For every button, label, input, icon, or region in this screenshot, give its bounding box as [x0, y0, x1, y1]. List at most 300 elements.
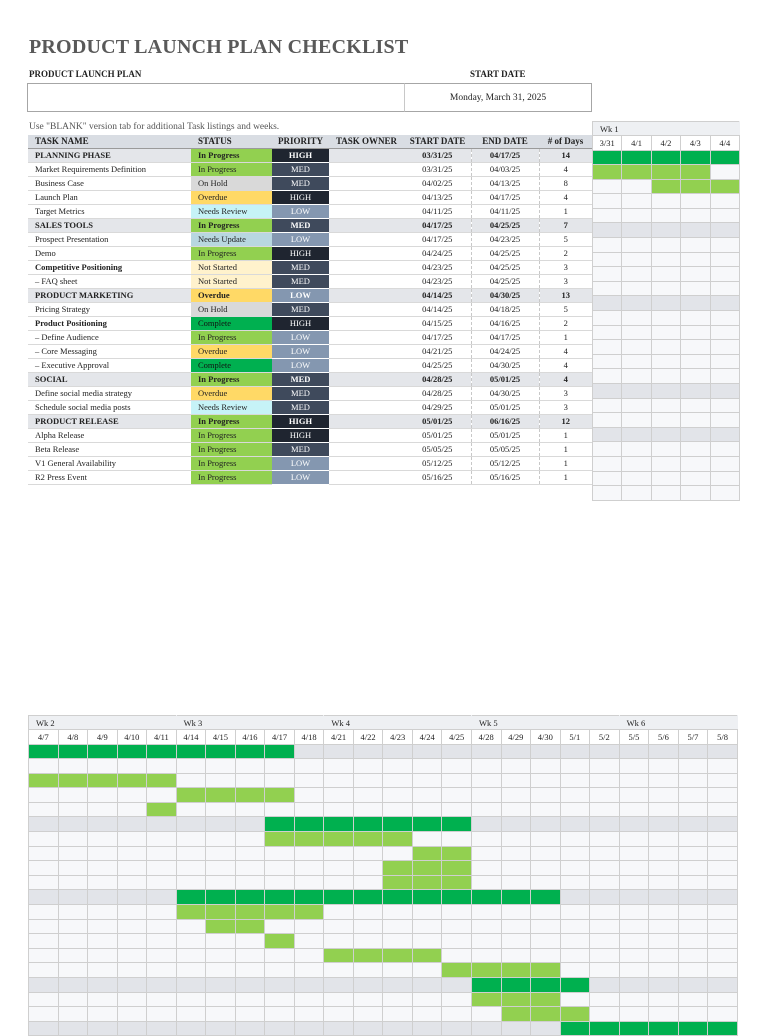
gantt-cell[interactable] [29, 1021, 59, 1036]
gantt-cell[interactable] [58, 861, 88, 876]
gantt-cell[interactable] [294, 992, 324, 1007]
gantt-cell[interactable] [88, 846, 118, 861]
gantt-cell[interactable] [501, 802, 531, 817]
table-row[interactable] [28, 457, 592, 471]
gantt-cell[interactable] [383, 963, 413, 978]
end-date-cell[interactable]: 04/30/25 [471, 387, 539, 401]
end-date-cell[interactable]: 06/16/25 [471, 415, 539, 429]
gantt-bar[interactable] [29, 773, 59, 788]
gantt-cell[interactable] [649, 978, 679, 993]
gantt-bar[interactable] [622, 165, 651, 180]
gantt-cell[interactable] [29, 817, 59, 832]
gantt-cell[interactable] [681, 194, 710, 209]
task-name-cell[interactable]: PRODUCT RELEASE [28, 415, 191, 429]
gantt-cell[interactable] [29, 788, 59, 803]
priority-cell[interactable]: MED [272, 219, 329, 233]
gantt-cell[interactable] [176, 919, 206, 934]
gantt-cell[interactable] [708, 832, 738, 847]
gantt-cell[interactable] [412, 934, 442, 949]
gantt-cell[interactable] [622, 340, 651, 355]
gantt-cell[interactable] [383, 934, 413, 949]
gantt-bar[interactable] [324, 948, 354, 963]
table-row[interactable] [28, 205, 592, 219]
status-cell[interactable]: Overdue [191, 289, 272, 303]
gantt-cell[interactable] [88, 788, 118, 803]
table-row[interactable] [28, 303, 592, 317]
gantt-cell[interactable] [58, 759, 88, 774]
gantt-cell[interactable] [531, 948, 561, 963]
gantt-cell[interactable] [206, 992, 236, 1007]
gantt-cell[interactable] [593, 398, 622, 413]
task-owner-cell[interactable] [329, 191, 404, 205]
gantt-cell[interactable] [501, 759, 531, 774]
gantt-cell[interactable] [708, 905, 738, 920]
start-date-cell[interactable]: 04/14/25 [404, 303, 471, 317]
gantt-bar[interactable] [501, 963, 531, 978]
gantt-cell[interactable] [622, 471, 651, 486]
gantt-cell[interactable] [710, 208, 739, 223]
task-owner-cell[interactable] [329, 331, 404, 345]
gantt-bar[interactable] [235, 905, 265, 920]
task-name-cell[interactable]: Demo [28, 247, 191, 261]
days-cell[interactable]: 3 [539, 387, 592, 401]
gantt-cell[interactable] [294, 788, 324, 803]
gantt-cell[interactable] [294, 744, 324, 759]
gantt-bar[interactable] [678, 1021, 708, 1036]
gantt-cell[interactable] [560, 788, 590, 803]
status-cell[interactable]: Needs Review [191, 401, 272, 415]
gantt-cell[interactable] [649, 759, 679, 774]
gantt-cell[interactable] [710, 471, 739, 486]
status-cell[interactable]: On Hold [191, 303, 272, 317]
start-date-cell[interactable]: 04/17/25 [404, 219, 471, 233]
days-cell[interactable]: 3 [539, 261, 592, 275]
gantt-cell[interactable] [29, 875, 59, 890]
gantt-cell[interactable] [681, 427, 710, 442]
gantt-bar[interactable] [235, 788, 265, 803]
gantt-cell[interactable] [147, 919, 177, 934]
gantt-cell[interactable] [681, 296, 710, 311]
gantt-cell[interactable] [471, 1021, 501, 1036]
gantt-cell[interactable] [593, 384, 622, 399]
gantt-cell[interactable] [681, 267, 710, 282]
end-date-cell[interactable]: 04/25/25 [471, 219, 539, 233]
gantt-cell[interactable] [176, 875, 206, 890]
gantt-cell[interactable] [471, 802, 501, 817]
gantt-cell[interactable] [442, 948, 472, 963]
gantt-cell[interactable] [442, 832, 472, 847]
gantt-cell[interactable] [235, 934, 265, 949]
gantt-cell[interactable] [265, 861, 295, 876]
gantt-cell[interactable] [593, 340, 622, 355]
gantt-bar[interactable] [353, 948, 383, 963]
table-row[interactable] [28, 359, 592, 373]
gantt-cell[interactable] [265, 875, 295, 890]
days-cell[interactable]: 4 [539, 163, 592, 177]
gantt-cell[interactable] [708, 846, 738, 861]
gantt-cell[interactable] [681, 486, 710, 501]
gantt-cell[interactable] [88, 919, 118, 934]
gantt-cell[interactable] [353, 773, 383, 788]
gantt-cell[interactable] [117, 978, 147, 993]
priority-cell[interactable]: HIGH [272, 247, 329, 261]
gantt-bar[interactable] [383, 875, 413, 890]
gantt-cell[interactable] [383, 978, 413, 993]
gantt-cell[interactable] [324, 992, 354, 1007]
table-row[interactable] [28, 429, 592, 443]
gantt-cell[interactable] [590, 875, 620, 890]
gantt-cell[interactable] [235, 875, 265, 890]
gantt-cell[interactable] [593, 427, 622, 442]
gantt-bar[interactable] [265, 934, 295, 949]
gantt-cell[interactable] [651, 281, 680, 296]
gantt-cell[interactable] [29, 802, 59, 817]
gantt-bar[interactable] [265, 817, 295, 832]
gantt-cell[interactable] [590, 1007, 620, 1022]
gantt-cell[interactable] [206, 948, 236, 963]
priority-cell[interactable]: MED [272, 387, 329, 401]
gantt-cell[interactable] [117, 934, 147, 949]
task-owner-cell[interactable] [329, 261, 404, 275]
gantt-cell[interactable] [471, 832, 501, 847]
gantt-bar[interactable] [206, 744, 236, 759]
gantt-bar[interactable] [681, 165, 710, 180]
gantt-cell[interactable] [501, 832, 531, 847]
gantt-cell[interactable] [442, 919, 472, 934]
gantt-cell[interactable] [235, 861, 265, 876]
gantt-cell[interactable] [708, 788, 738, 803]
gantt-cell[interactable] [649, 963, 679, 978]
gantt-bar[interactable] [501, 978, 531, 993]
end-date-cell[interactable]: 04/30/25 [471, 289, 539, 303]
gantt-cell[interactable] [29, 1007, 59, 1022]
gantt-cell[interactable] [590, 802, 620, 817]
days-cell[interactable]: 12 [539, 415, 592, 429]
gantt-cell[interactable] [678, 905, 708, 920]
end-date-cell[interactable]: 04/24/25 [471, 345, 539, 359]
gantt-bar[interactable] [501, 890, 531, 905]
gantt-cell[interactable] [117, 905, 147, 920]
gantt-bar[interactable] [324, 890, 354, 905]
gantt-cell[interactable] [560, 759, 590, 774]
gantt-cell[interactable] [88, 948, 118, 963]
gantt-cell[interactable] [176, 1007, 206, 1022]
gantt-cell[interactable] [531, 759, 561, 774]
task-owner-cell[interactable] [329, 429, 404, 443]
gantt-cell[interactable] [471, 948, 501, 963]
gantt-cell[interactable] [593, 354, 622, 369]
gantt-cell[interactable] [353, 963, 383, 978]
gantt-cell[interactable] [88, 905, 118, 920]
gantt-cell[interactable] [147, 978, 177, 993]
gantt-cell[interactable] [117, 890, 147, 905]
start-date-cell[interactable]: 05/12/25 [404, 457, 471, 471]
priority-cell[interactable]: MED [272, 177, 329, 191]
priority-cell[interactable]: LOW [272, 359, 329, 373]
end-date-cell[interactable]: 05/16/25 [471, 471, 539, 485]
task-owner-cell[interactable] [329, 177, 404, 191]
start-date-cell[interactable]: 04/21/25 [404, 345, 471, 359]
gantt-cell[interactable] [622, 238, 651, 253]
gantt-cell[interactable] [622, 296, 651, 311]
gantt-cell[interactable] [501, 919, 531, 934]
gantt-cell[interactable] [622, 194, 651, 209]
priority-cell[interactable]: HIGH [272, 191, 329, 205]
gantt-cell[interactable] [531, 846, 561, 861]
gantt-cell[interactable] [622, 179, 651, 194]
gantt-cell[interactable] [681, 471, 710, 486]
days-cell[interactable]: 3 [539, 275, 592, 289]
gantt-bar[interactable] [593, 150, 622, 165]
gantt-cell[interactable] [560, 963, 590, 978]
gantt-cell[interactable] [708, 978, 738, 993]
gantt-cell[interactable] [294, 1021, 324, 1036]
gantt-cell[interactable] [501, 788, 531, 803]
gantt-cell[interactable] [710, 194, 739, 209]
gantt-cell[interactable] [294, 773, 324, 788]
start-date-cell[interactable]: 04/28/25 [404, 373, 471, 387]
gantt-cell[interactable] [710, 281, 739, 296]
start-date-cell[interactable]: 05/16/25 [404, 471, 471, 485]
gantt-cell[interactable] [501, 861, 531, 876]
priority-cell[interactable]: MED [272, 163, 329, 177]
gantt-cell[interactable] [678, 861, 708, 876]
status-cell[interactable]: Not Started [191, 275, 272, 289]
gantt-bar[interactable] [681, 179, 710, 194]
gantt-cell[interactable] [88, 992, 118, 1007]
gantt-bar[interactable] [412, 817, 442, 832]
gantt-cell[interactable] [593, 194, 622, 209]
task-name-cell[interactable]: Launch Plan [28, 191, 191, 205]
gantt-cell[interactable] [681, 252, 710, 267]
status-cell[interactable]: In Progress [191, 471, 272, 485]
gantt-cell[interactable] [651, 413, 680, 428]
gantt-cell[interactable] [649, 948, 679, 963]
gantt-cell[interactable] [29, 934, 59, 949]
end-date-cell[interactable]: 04/17/25 [471, 331, 539, 345]
gantt-cell[interactable] [235, 978, 265, 993]
gantt-cell[interactable] [235, 817, 265, 832]
gantt-cell[interactable] [29, 978, 59, 993]
gantt-cell[interactable] [117, 802, 147, 817]
gantt-cell[interactable] [622, 267, 651, 282]
gantt-cell[interactable] [176, 832, 206, 847]
gantt-cell[interactable] [560, 773, 590, 788]
gantt-cell[interactable] [206, 832, 236, 847]
gantt-cell[interactable] [412, 802, 442, 817]
gantt-cell[interactable] [560, 992, 590, 1007]
priority-cell[interactable]: MED [272, 275, 329, 289]
end-date-cell[interactable]: 05/01/25 [471, 401, 539, 415]
gantt-cell[interactable] [593, 486, 622, 501]
gantt-cell[interactable] [622, 442, 651, 457]
gantt-bar[interactable] [88, 773, 118, 788]
gantt-cell[interactable] [681, 413, 710, 428]
gantt-bar[interactable] [265, 890, 295, 905]
gantt-cell[interactable] [622, 486, 651, 501]
gantt-cell[interactable] [651, 398, 680, 413]
gantt-cell[interactable] [619, 875, 649, 890]
gantt-cell[interactable] [471, 1007, 501, 1022]
task-name-cell[interactable]: SALES TOOLS [28, 219, 191, 233]
gantt-bar[interactable] [593, 165, 622, 180]
task-owner-cell[interactable] [329, 317, 404, 331]
table-row[interactable] [28, 163, 592, 177]
gantt-cell[interactable] [58, 788, 88, 803]
gantt-cell[interactable] [593, 456, 622, 471]
priority-cell[interactable]: MED [272, 373, 329, 387]
gantt-cell[interactable] [622, 427, 651, 442]
gantt-cell[interactable] [29, 905, 59, 920]
gantt-cell[interactable] [324, 978, 354, 993]
start-date-field[interactable] [404, 83, 592, 112]
gantt-bar[interactable] [294, 817, 324, 832]
days-cell[interactable]: 4 [539, 345, 592, 359]
gantt-cell[interactable] [622, 456, 651, 471]
gantt-cell[interactable] [88, 759, 118, 774]
gantt-cell[interactable] [265, 992, 295, 1007]
gantt-cell[interactable] [619, 817, 649, 832]
status-cell[interactable]: Overdue [191, 191, 272, 205]
gantt-bar[interactable] [501, 992, 531, 1007]
gantt-cell[interactable] [147, 788, 177, 803]
gantt-cell[interactable] [593, 471, 622, 486]
start-date-cell[interactable]: 04/23/25 [404, 275, 471, 289]
gantt-cell[interactable] [531, 802, 561, 817]
gantt-bar[interactable] [294, 890, 324, 905]
gantt-cell[interactable] [619, 978, 649, 993]
gantt-cell[interactable] [176, 934, 206, 949]
gantt-cell[interactable] [176, 802, 206, 817]
status-cell[interactable]: In Progress [191, 415, 272, 429]
days-cell[interactable]: 7 [539, 219, 592, 233]
gantt-cell[interactable] [678, 817, 708, 832]
gantt-cell[interactable] [58, 846, 88, 861]
end-date-cell[interactable]: 05/12/25 [471, 457, 539, 471]
gantt-cell[interactable] [708, 861, 738, 876]
gantt-cell[interactable] [206, 963, 236, 978]
gantt-cell[interactable] [353, 919, 383, 934]
gantt-cell[interactable] [265, 963, 295, 978]
gantt-cell[interactable] [29, 846, 59, 861]
gantt-cell[interactable] [412, 788, 442, 803]
gantt-cell[interactable] [681, 456, 710, 471]
gantt-cell[interactable] [710, 427, 739, 442]
days-cell[interactable]: 1 [539, 443, 592, 457]
gantt-cell[interactable] [531, 832, 561, 847]
gantt-cell[interactable] [117, 919, 147, 934]
gantt-cell[interactable] [590, 890, 620, 905]
end-date-cell[interactable]: 04/18/25 [471, 303, 539, 317]
gantt-cell[interactable] [117, 963, 147, 978]
gantt-bar[interactable] [353, 890, 383, 905]
gantt-bar[interactable] [206, 905, 236, 920]
gantt-cell[interactable] [681, 354, 710, 369]
gantt-cell[interactable] [593, 179, 622, 194]
task-owner-cell[interactable] [329, 303, 404, 317]
gantt-cell[interactable] [235, 773, 265, 788]
gantt-cell[interactable] [590, 919, 620, 934]
gantt-cell[interactable] [649, 846, 679, 861]
gantt-cell[interactable] [710, 267, 739, 282]
gantt-cell[interactable] [117, 948, 147, 963]
gantt-bar[interactable] [560, 1007, 590, 1022]
gantt-bar[interactable] [206, 919, 236, 934]
start-date-cell[interactable]: 05/01/25 [404, 429, 471, 443]
gantt-cell[interactable] [710, 442, 739, 457]
gantt-cell[interactable] [442, 1021, 472, 1036]
gantt-cell[interactable] [651, 296, 680, 311]
gantt-cell[interactable] [710, 369, 739, 384]
task-owner-cell[interactable] [329, 415, 404, 429]
gantt-cell[interactable] [651, 238, 680, 253]
gantt-cell[interactable] [147, 846, 177, 861]
gantt-bar[interactable] [560, 1021, 590, 1036]
gantt-cell[interactable] [29, 919, 59, 934]
task-owner-cell[interactable] [329, 359, 404, 373]
gantt-cell[interactable] [531, 875, 561, 890]
gantt-cell[interactable] [235, 948, 265, 963]
gantt-cell[interactable] [678, 948, 708, 963]
gantt-bar[interactable] [265, 832, 295, 847]
status-cell[interactable]: Not Started [191, 261, 272, 275]
gantt-bar[interactable] [651, 179, 680, 194]
gantt-bar[interactable] [412, 861, 442, 876]
gantt-bar[interactable] [590, 1021, 620, 1036]
gantt-cell[interactable] [678, 978, 708, 993]
gantt-cell[interactable] [710, 252, 739, 267]
task-owner-cell[interactable] [329, 457, 404, 471]
end-date-cell[interactable]: 04/17/25 [471, 191, 539, 205]
priority-cell[interactable]: MED [272, 401, 329, 415]
gantt-cell[interactable] [622, 252, 651, 267]
gantt-cell[interactable] [442, 802, 472, 817]
start-date-cell[interactable]: 04/28/25 [404, 387, 471, 401]
gantt-cell[interactable] [353, 744, 383, 759]
gantt-cell[interactable] [710, 238, 739, 253]
gantt-cell[interactable] [560, 948, 590, 963]
gantt-cell[interactable] [265, 846, 295, 861]
gantt-cell[interactable] [235, 759, 265, 774]
gantt-cell[interactable] [324, 905, 354, 920]
gantt-cell[interactable] [265, 919, 295, 934]
gantt-bar[interactable] [294, 832, 324, 847]
gantt-cell[interactable] [531, 788, 561, 803]
gantt-cell[interactable] [560, 817, 590, 832]
gantt-cell[interactable] [412, 832, 442, 847]
gantt-cell[interactable] [147, 832, 177, 847]
gantt-bar[interactable] [651, 165, 680, 180]
gantt-cell[interactable] [176, 846, 206, 861]
start-date-cell[interactable]: 04/29/25 [404, 401, 471, 415]
table-row[interactable] [28, 401, 592, 415]
gantt-cell[interactable] [710, 311, 739, 326]
gantt-cell[interactable] [294, 934, 324, 949]
gantt-cell[interactable] [590, 846, 620, 861]
gantt-cell[interactable] [383, 773, 413, 788]
gantt-cell[interactable] [88, 934, 118, 949]
gantt-bar[interactable] [412, 875, 442, 890]
gantt-cell[interactable] [383, 905, 413, 920]
gantt-bar[interactable] [531, 890, 561, 905]
gantt-cell[interactable] [58, 948, 88, 963]
gantt-cell[interactable] [88, 978, 118, 993]
start-date-cell[interactable]: 03/31/25 [404, 163, 471, 177]
task-name-cell[interactable]: Prospect Presentation [28, 233, 191, 247]
gantt-cell[interactable] [681, 325, 710, 340]
gantt-cell[interactable] [294, 978, 324, 993]
gantt-cell[interactable] [383, 1021, 413, 1036]
